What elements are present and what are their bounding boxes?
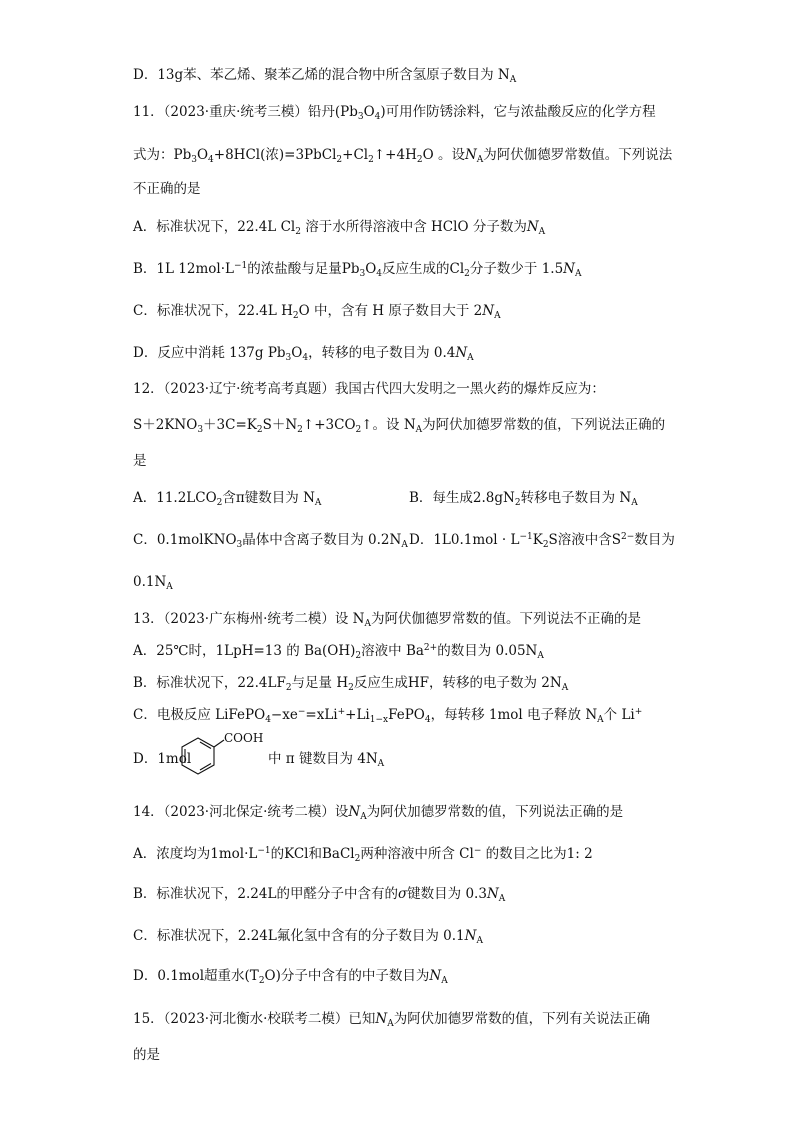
q11-option-b: B．1L $12mol\cdot L^{-1}$的浓盐酸与足量$Pb_3O_4$反应生成的$Cl_2$分子数少于 $1.5N_A$: [133, 261, 582, 279]
q12-option-c: C．0.1molKNO$_3$晶体中含离子数目为 $0.2N_A$: [133, 532, 408, 550]
option-line: D．13g苯、苯乙烯、聚苯乙烯的混合物中所含氢原子数目为 $N_A$: [133, 67, 517, 85]
q11-option-a: A．标准状况下，22.4L $Cl_2$ 溶于水所得溶液中含 HClO 分子数为$N_A$: [133, 219, 546, 237]
q14-option-a: A．浓度均为$1mol\cdot L^{-1}$的KCl和BaCl$_2$两种溶液中所含 Cl− 的数目之比为1: 2: [133, 846, 593, 864]
q14-option-d: D．0.1mol超重水$(T_2O)$分子中含有的中子数目为$N_A$: [133, 968, 448, 986]
q11-option-d: D．反应中消耗 137g $Pb_3O_4$，转移的电子数目为 $0.4N_A$: [133, 345, 474, 363]
q13-option-d: D．1mol: [133, 751, 192, 767]
question-15-stem: 15．（2023·河北衡水·校联考二模）已知$N_A$为阿伏加德罗常数的值，下列有关说法正确: [133, 1011, 651, 1029]
question-12-equation: $S+2KNO_3+3C=K_2S+N_2↑+3CO_2↑$。设 $N_A$为阿伏加德罗常数的值，下列说法正确的: [133, 417, 666, 435]
q13-option-c: C．电极反应 $LiFePO_4-xe^-=xLi^++Li_{1-x}FePO_4$，每转移 1mol 电子释放 $N_A$个 Li+: [133, 707, 643, 725]
q12-option-d: D．$1L0.1mol \cdot L^{-1}K_2S$溶液中含$S^{2-}$数目为: [409, 532, 675, 550]
cooh-label: COOH: [224, 731, 264, 745]
question-11-stem-end: 不正确的是: [133, 181, 201, 197]
question-11-stem: 11．（2023·重庆·统考三模）铅丹$(Pb_3O_4)$可用作防锈涂料，它与浓盐酸反应的化学方程: [133, 104, 656, 122]
q13-option-d-text: 中 π 键数目为 $4N_A$: [268, 751, 385, 769]
q11-option-c: C．标准状况下，22.4L $H_2O$ 中，含有 H 原子数目大于 $2N_A$: [133, 303, 501, 321]
question-12-stem: 12．（2023·辽宁·统考高考真题）我国古代四大发明之一黑火药的爆炸反应为：: [133, 381, 605, 397]
question-11-equation: 式为：$Pb_3O_4+8HCl$(浓)$=3PbCl_2+Cl_2↑+4H_2O$ 。设$N_A$为阿伏伽德罗常数值。下列说法: [133, 147, 673, 165]
question-12-stem-end: 是: [133, 453, 147, 469]
benzoic-acid-structure: [172, 730, 272, 782]
q13-option-a: A．25℃时，1LpH=13 的 $Ba(OH)_2$溶液中 $Ba^{2+}$的数目为 $0.05N_A$: [133, 643, 544, 661]
question-15-stem-end: 的是: [133, 1047, 160, 1063]
q14-option-b: B．标准状况下，2.24L的甲醛分子中含有的σ键数目为 $0.3N_A$: [133, 886, 506, 904]
q12-option-a: A．$11.2LCO_2$含π键数目为 $N_A$: [133, 490, 322, 508]
q13-option-b: B．标准状况下，$22.4LF_2$与足量 $H_2$反应生成HF，转移的电子数为 $2N_A$: [133, 675, 569, 693]
q12-option-d-cont: $0.1N_A$: [133, 574, 173, 592]
question-13-stem: 13．（2023·广东梅州·统考二模）设 $N_A$为阿伏伽德罗常数的值。下列说法不正确的是: [133, 611, 641, 629]
q12-option-b: B．每生成$2.8gN_2$转移电子数目为 $N_A$: [409, 490, 638, 508]
q14-option-c: C．标准状况下，2.24L氟化氢中含有的分子数目为 $0.1N_A$: [133, 928, 483, 946]
question-14-stem: 14．（2023·河北保定·统考二模）设$N_A$为阿伏加德罗常数的值，下列说法正确的是: [133, 804, 624, 822]
